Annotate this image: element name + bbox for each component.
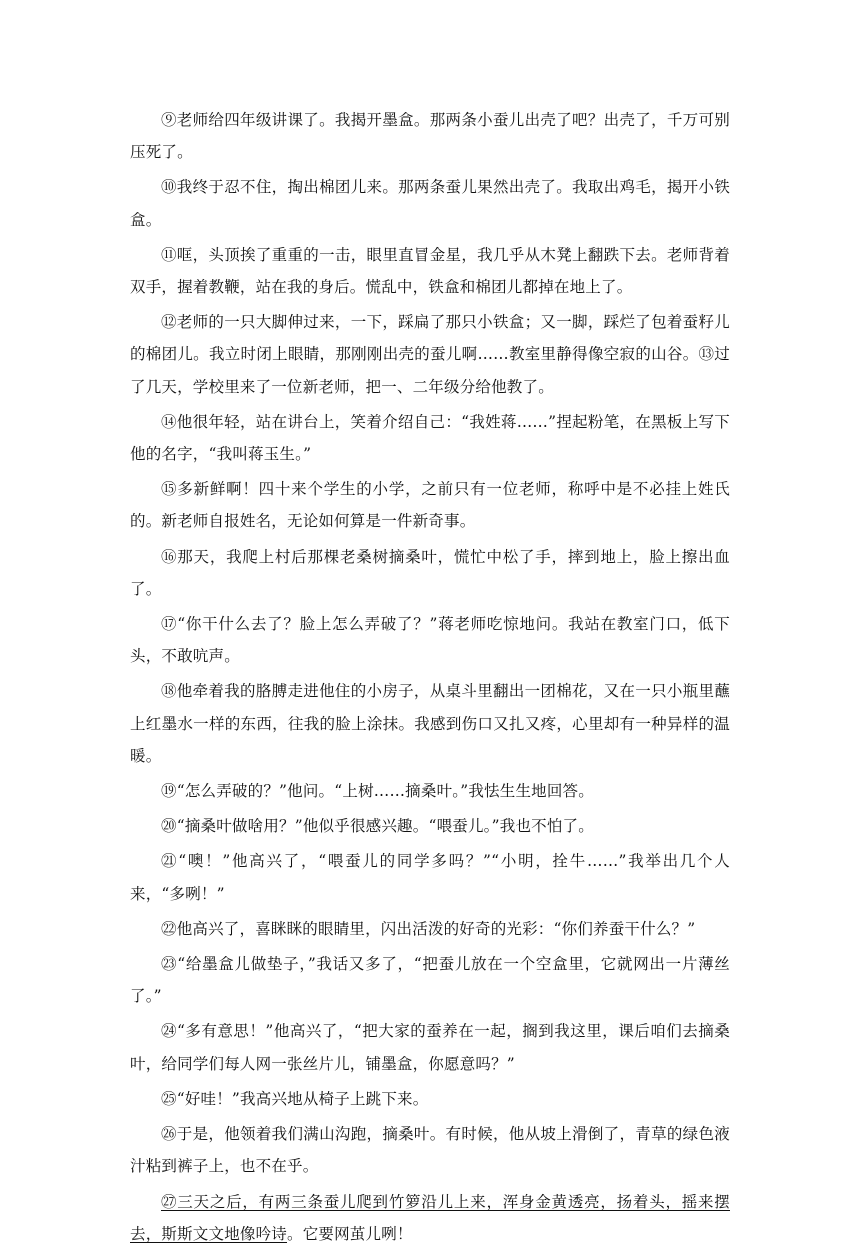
paragraph-14: ⑭他很年轻，站在讲台上，笑着介绍自己：“我姓蒋……”捏起粉笔，在黑板上写下他的名字，“我叫蒋玉生。” — [130, 412, 730, 464]
paragraph-19: ⑲“怎么弄破的？”他问。“上树……摘桑叶。”我怯生生地回答。 — [161, 782, 594, 801]
paragraph-24: ㉔“多有意思！”他高兴了，“把大家的蚕养在一起，搁到我这里，课后咱们去摘桑叶，给同学们每人网一张丝片儿，铺墨盒，你愿意吗？” — [130, 1022, 730, 1073]
paragraph-11: ⑪哐，头顶挨了重重的一击，眼里直冒金星，我几乎从木凳上翻跌下去。老师背着双手，握着教鞭，站在我的身后。慌乱中，铁盒和棉团儿都掉在地上了。 — [130, 245, 730, 297]
paragraph-16: ⑯那天，我爬上村后那棵老桑树摘桑叶，慌忙中松了手，摔到地上，脸上擦出血了。 — [130, 547, 730, 598]
paragraph-22: ㉒他高兴了，喜眯眯的眼睛里，闪出活泼的好奇的光彩：“你们养蚕干什么？” — [161, 919, 696, 938]
paragraph-27 — [130, 1186, 730, 1250]
paragraph-26: ㉖于是，他领着我们满山沟跑，摘桑叶。有时候，他从坡上滑倒了，青草的绿色液汁粘到裤子上，也不在乎。 — [130, 1125, 730, 1176]
paragraph-18: ⑱他牵着我的胳膊走进他住的小房子，从桌斗里翻出一团棉花，又在一只小瓶里蘸上红墨水一样的东西，往我的脸上涂抹。我感到伤口又扎又疼，心里却有一种异样的温暖。 — [130, 682, 730, 765]
paragraph-9: ⑨老师给四年级讲课了。我揭开墨盒。那两条小蚕儿出壳了吧？出壳了，千万可别压死了。 — [130, 111, 730, 162]
document-body — [130, 104, 730, 1253]
underlined-sentence: ㉗三天之后，有两三条蚕儿爬到竹箩沿儿上来，浑身金黄透亮，扬着头，摇来摆去，斯斯文文地像吟诗 — [130, 1192, 730, 1243]
paragraph-25: ㉕“好哇！”我高兴地从椅子上跳下来。 — [161, 1089, 429, 1108]
paragraph-17: ⑰“你干什么去了？脸上怎么弄破了？”蒋老师吃惊地问。我站在教室门口，低下头，不敢吭声。 — [130, 615, 730, 666]
paragraph-23: ㉓“给墨盒儿做垫子，”我话又多了，“把蚕儿放在一个空盒里，它就网出一片薄丝了。” — [130, 955, 730, 1006]
paragraph-20: ⑳“摘桑叶做啥用？”他似乎很感兴趣。“喂蚕儿。”我也不怕了。 — [161, 817, 594, 836]
paragraph-27-rest: 。它要网茧儿咧！ — [287, 1224, 413, 1243]
paragraph-15: ⑮多新鲜啊！四十来个学生的小学，之前只有一位老师，称呼中是不必挂上姓氏的。新老师自报姓名，无论如何算是一件新奇事。 — [130, 480, 730, 531]
paragraph-12-13: ⑫老师的一只大脚伸过来，一下，踩扁了那只小铁盒；又一脚，踩烂了包着蚕籽儿的棉团儿。我立时闭上眼睛，那刚刚出壳的蚕儿啊……教室里静得像空寂的山谷。⑬过了几天，学校里来了一位新老师，把一、二年级分给他教了。 — [130, 313, 730, 396]
paragraph-10: ⑩我终于忍不住，掏出棉团儿来。那两条蚕儿果然出壳了。我取出鸡毛，揭开小铁盒。 — [130, 178, 730, 229]
paragraph-21: ㉑“噢！”他高兴了，“喂蚕儿的同学多吗？”“小明，拴牛……”我举出几个人来，“多咧！” — [130, 852, 730, 903]
